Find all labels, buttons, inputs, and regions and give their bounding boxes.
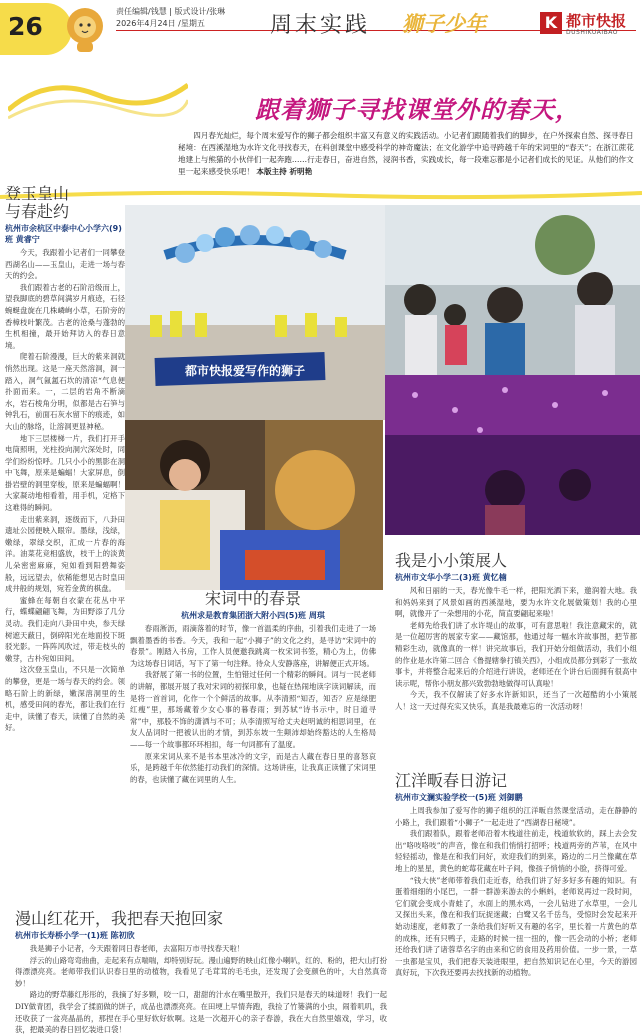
- article-title: [5, 185, 125, 221]
- article-author: 杭州市文澜实验学校一(5)班 刘御鹏: [395, 793, 523, 802]
- article-author: 杭州市长寿桥小学一(1)班 陈初欣: [15, 931, 135, 940]
- article-author: 杭州求是教育集团浙大附小四(5)班 周琪: [181, 611, 325, 620]
- article-paragraph: 今天，我不仅解读了好多水许新知识，还当了一次超酷的小小策展人！这一天过得充实又快乐，真是我最难忘的一次活动呀！: [395, 690, 637, 711]
- article-paragraph: 浮云的山路弯弯曲曲，走起来有点喘喘，却特别好玩。漫山遍野的映山红像小喇叭，红的、粉的，把大山打扮得漂漂亮亮。老师带我们认识春日里的动植物，我看见了毛茸茸的毛毛虫，还发现了会变颜色的叶，大自然真奇妙！: [15, 955, 387, 988]
- article-paragraph: 我是狮子小记者，今天跟着同日春老师，去富阳万市寻找春天啦！: [29, 944, 245, 953]
- article-paragraph: 走出紫来洞，逐级而下，八卦田遗址公园便映入眼帘。墨绿，浅绿，嫩绿，翠绿交织，汇成一片春的海洋。油菜花竞相盛放，枝干上的淡黄儿朵密密麻麻，宛如看到阳碧舞姿般，远远望去，依稀能想见古时皇田成井般的规划，宛若金黄的棋盘。: [5, 514, 125, 594]
- intro-text: 四月春光灿烂，每个周末爱写作的狮子都会组织丰富又有意义的实践活动。小记者们跟随着我们的脚步，在户外探索自然、探寻春日秘境：在西溪湿地为水许文化寻找春天，在科创课堂中感受科学的神奇魔法；在文化游学中追寻跨越千年的宋词里的“春天”；在浙江蔗花地建上与熊猫的小伙伴们一起奔跑……行走春日，奋进自然，浸润书香，实践成长，每一段难忘都是小记者们成长的见证。从他们的作文里一起来感受快乐吧！: [178, 131, 634, 176]
- brand-logo-icon: K: [540, 12, 562, 34]
- student-photo: [125, 420, 383, 590]
- article-paragraph: 我们跟着队，跟着老师沿着木栈道往前走，栈道软软的，踩上去会发出“咯吱咯吱”的声音，像在和我们悄悄打招呼；栈道两旁的芦苇，在风中轻轻摇动，像是在和我们问好，欢迎我们的到来，路边的二月兰像藏在草地上的星星，黄色的蛇莓花藏在叶子间，像孩子悄悄的小脸，挤得可爱。: [395, 829, 637, 873]
- page-number: 26: [8, 12, 43, 41]
- section-title: 周末实践: [270, 13, 371, 38]
- intro-paragraph: [178, 130, 634, 178]
- article-paragraph: 我舒展了第一书的位置，生怕错过任何一个精彩的瞬间。词与一民老师的讲解，都展开展了我对宋词的初探印象，也疑在热闹地读字读词解读，而是将一首首词，化作一个个鲜活的故事。从李清照“知否，知否？应是绿肥红瘦”里，那场藏着少女心事的暮春雨；到苏轼“诗书示中，时日道寻常”中，那股不饰的潇洒与不可；从李清照写给丈夫赵明诚的相思词里，在友人品词时一把被认出的才情，到苏东坡一生颠沛却始终豁达的人生格局——每一个故事都环环相扣，每一句词都有了温度。: [130, 670, 376, 749]
- article-paragraph: 蜜蜂在每朝自衣蒙在花丛中平行，蝶蝶翩翩飞舞，为田野添了几分灵动。我们走向八卦田中央，参天绿树遮天蔽日，倒碎阳光在地面投下斑驳光影。一阵阵风吹过，带走枝头的嫩芽，古朴宛如田间。: [5, 595, 125, 663]
- article-body: [395, 585, 637, 713]
- article-body: [5, 247, 125, 734]
- brand-name: 都市快报: [566, 12, 627, 30]
- swirl-decoration: [8, 70, 188, 120]
- brand-sub: DUSHIKUAIBAO: [566, 29, 618, 36]
- article-title: 我是小小策展人: [395, 551, 508, 570]
- article-body: [15, 943, 387, 1036]
- field-trip-photo: [385, 205, 640, 375]
- date-line: 2026年4月24日 /星期五: [116, 19, 205, 28]
- article-paragraph: 风和日丽的一天，春光像牛毛一样，把阳光洒下来，邀润着大地。我和妈妈来到了风景如画的西溪湿地，要为水许文化展做策划！我的心里啊，就像开了一朵想用的小花，简直要翩起来啦！: [395, 586, 637, 619]
- article-title: 漫山红花开，我把春天抱回家: [15, 909, 224, 928]
- article-paragraph: 今天，我跟着小记者们一同攀登西湖名山——玉皇山，走进一场与春天的约会。: [5, 248, 125, 281]
- group-photo: [125, 205, 385, 420]
- article-paragraph: 路边的野草藤红彤彤的，我摘了好多颗，咬一口，甜甜的汁水在嘴里散开，我们只是春天的味道呀！我们一起DIY做青团，我学会了揉面做的饼子，成品也漂漂亮亮。在田埂上早情奔跑，我捡了竹篓满的小虫，闹着叽叽，我还收获了一盆亮晶晶的，那捏在手心里好软好软啊。这是一次超开心的亲子春游，我在大自然里嬉戏，学习，收获，把最美的春日回忆装进口袋！: [15, 990, 387, 1035]
- article-paragraph: 上周我参加了爱写作的狮子组织的江洋畈自然课堂活动，走在静静的小路上，我们跟着“小狮子”一起走进了“西湖春日秘境”。: [395, 806, 637, 827]
- article-title: 宋词中的春景: [204, 589, 301, 608]
- article-paragraph: 我们跟着古老的石阶沿级而上，望我脚底的碧草间满岁月痕迹，石径蜿蜒盘旋在几株嶙峋小草，石阶旁的香樟枝叶繁茂。古老的沧桑与蓬勃的生机相撞，最开始拜访入的春日意境。: [5, 282, 125, 350]
- article-author: 杭州市文华小学二(3)班 黄忆楠: [395, 573, 507, 582]
- title-line-2: 与春赴约: [5, 202, 70, 221]
- editor-line: 责任编辑/钱慧 | 版式设计/张琳: [116, 7, 226, 16]
- lion-mascot-icon: [62, 4, 108, 54]
- article-title: 江洋畈春日游记: [395, 771, 508, 790]
- article-paragraph: 这次登玉皇山，不只是一次简单的攀登，更是一场与春天的约会。领略石阶上的新绿，嫩深溶洞里的生机，感受田间的春光，都让我们在行走中，读懂了春天，读懂了自然的美好。: [5, 665, 125, 733]
- article-body: [395, 805, 637, 979]
- edition-meta: [116, 6, 225, 30]
- title-line-1: 登玉皇山: [5, 184, 70, 203]
- article-paragraph: 老师先给我们讲了水许堤山的故事，可有意思啦！我注意藏宋的，就是一位超厉害的展家专家——藏馆那，他通过每一幅水许故事图，把节都精彩生动，就像真的一样！讲完故事后，我们开始分组做活动，我们小组的作业是水许第二回合《鲁提辖拳打镇关西》，小组成员都分到彩了一张故事卡，并将整合起来后的介绍进行讲说，老师还在个讲台后面拥有很高中读示呢，帮你小朋友都兴致勃勃地做得可认真啦！: [395, 620, 637, 688]
- article-paragraph: 春雨淅沥，雨滴落着的时节，像一首温柔的序曲，引着我们走进了一场飘着墨香的书香。今天，我和一起“小狮子”的文化之约，是寻访“宋词中的春景”。刚踏入书房，工作人员便邀我跳离一枚宋词书签，精心为上，仿佛为这场春日词话，写下了第一句注释。待众人安静落座，讲解便正式开场。: [130, 624, 376, 668]
- article-paragraph: 地下三层楼梯一片，我们打开手电筒照明，光柱投向洞穴深处时，同学们纷纷惊呼。几只小小的黑影在洞中飞舞，原来是蝙蝠！大家屏息，倒掛岩壁的洞里穿梭，原来是蝙蝠啊！大家凝动地相看着，用手机，定格下这难得的瞬间。: [5, 433, 125, 513]
- banner-text: 都市快报爱写作的狮子: [185, 364, 306, 378]
- article-author: 杭州市余杭区中泰中心小学六(9)班 黄睿宁: [5, 224, 122, 244]
- column-logo: 狮子少年: [402, 11, 486, 36]
- headline: 跟着狮子寻找课堂外的春天，: [255, 96, 580, 124]
- article-paragraph: 爬着石阶漫漫，巨大的紫来洞就悄然出现。这是一座天然溶洞，洞一踏入，洞气氤氲石坎的清凉“气息便扑面而来。一，二层的岩角不断滴水，岩石棱角分明，似都是古石笋与钟乳石，前面石灰水留下的痕迹，如大山的脉络，让溶洞更显神秘。: [5, 352, 125, 431]
- article-paragraph: 原来宋词从来不是书本里冰冷的文字，而是古人藏在春日里的喜怒哀乐，是跨越千年依然能打动我们的深情。这场讲座，让我真正读懂了宋词里的春，也读懂了藏在词里的人生。: [130, 751, 376, 784]
- intro-credit: 本版主持 祈明艳: [256, 167, 313, 176]
- exhibit-photo: [385, 375, 640, 535]
- article-paragraph: “钱大侠”老师带着我们走近春，给我们讲了好多好多有趣的知识。有蛋着细细的小尾巴，一群一群游来游去的小蝌蚪，老师说再过一段时间，它们就会变成小青蛙了，水面上的黑水鸡，一会儿钻进了水草里，一会儿又探出头来，像在和我们玩捉迷藏；白鹭又名千岳鸟，受惊时会发起来开始动速度，老师教了一条给我们好听又有趣的名字，里长着一片黄色的草的成株，还有只鸭子，走路的时候一扭一扭的，像一匹会动的小桥；老师还给我们讲了诸蓉草名字的由来和它的食用及药用价值。一步一景，一草一虫都是宝贝，我们把春天装进眼里，把自然知识记在心里，今天的游园真好玩，下次我还要再去找找新的动植物。: [395, 875, 637, 978]
- article-body: [130, 623, 376, 785]
